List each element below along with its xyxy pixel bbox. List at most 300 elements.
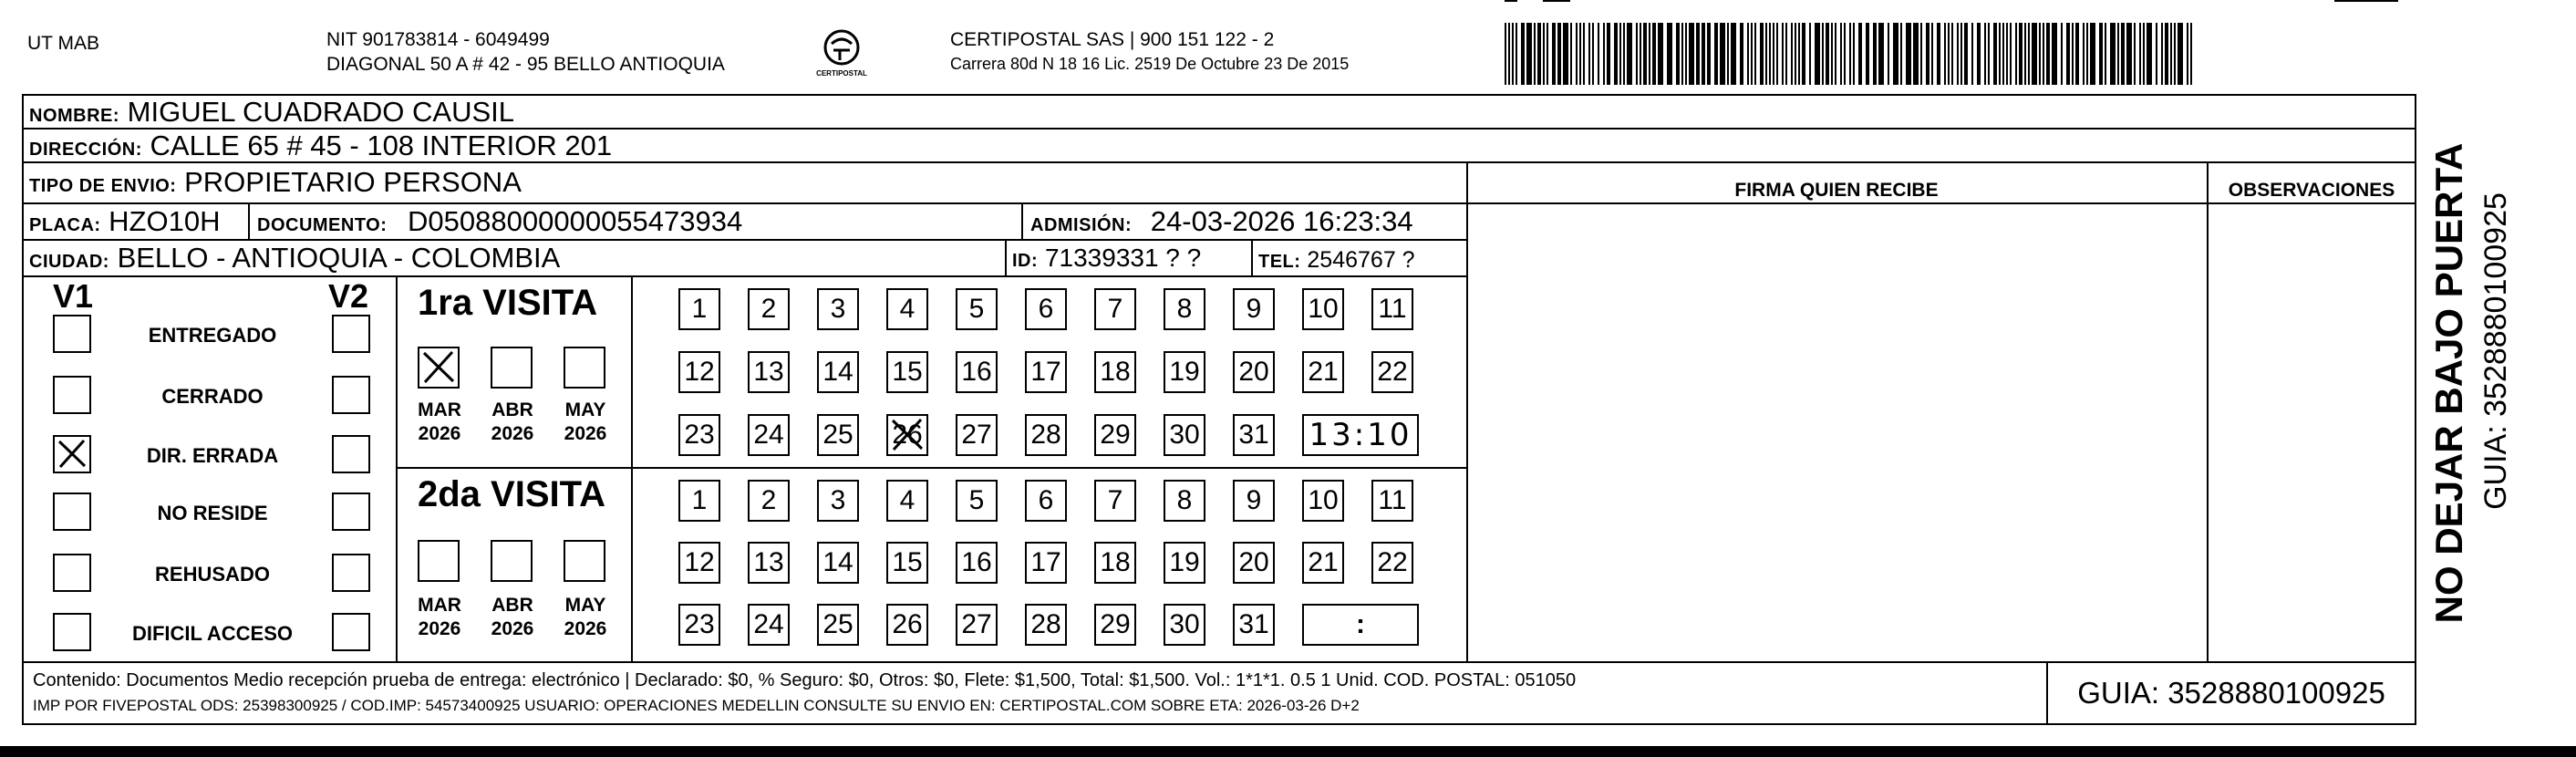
day-number: 10 [1308, 485, 1339, 515]
edge-mark [1505, 0, 1517, 2]
barcode-bar [2086, 23, 2088, 85]
barcode-bar [1754, 23, 1756, 85]
day-box[interactable] [886, 288, 928, 330]
day-number: 24 [753, 420, 784, 450]
barcode-bar [2028, 23, 2030, 85]
v1-checkbox[interactable] [53, 376, 91, 414]
day-box[interactable] [817, 604, 859, 646]
month-label: MAY [564, 399, 606, 420]
barcode-bar [2110, 23, 2116, 85]
day-number: 9 [1246, 294, 1262, 324]
barcode-bar [1727, 23, 1729, 85]
month-checkbox[interactable] [564, 347, 605, 389]
day-box[interactable] [748, 542, 790, 584]
company-name: UT MAB [27, 33, 99, 54]
day-number: 31 [1238, 609, 1269, 639]
day-box[interactable] [956, 604, 998, 646]
day-number: 20 [1238, 547, 1269, 577]
day-box[interactable] [1025, 604, 1067, 646]
carrier-name: CERTIPOSTAL SAS | 900 151 122 - 2 [950, 29, 1275, 50]
barcode-bar [1785, 23, 1787, 85]
barcode-bar [2052, 23, 2057, 85]
barcode-bar [1516, 23, 1517, 85]
certipostal-logo [810, 26, 874, 80]
barcode-bar [1740, 23, 1743, 85]
day-box[interactable] [748, 414, 790, 456]
barcode-bar [2174, 23, 2176, 85]
direccion-row [29, 130, 612, 165]
barcode-bar [1720, 23, 1725, 85]
reason-label: REHUSADO [155, 563, 270, 586]
barcode-bar [1849, 23, 1851, 85]
v1-checkbox[interactable] [53, 613, 91, 651]
day-box[interactable] [956, 351, 998, 393]
barcode-bar [1840, 23, 1842, 85]
barcode-bar [1576, 23, 1578, 85]
day-number: 18 [1100, 357, 1131, 387]
reason-label: NO RESIDE [157, 502, 268, 524]
side-guia: GUIA: 3528880100925 [2478, 192, 2513, 510]
day-box[interactable] [748, 288, 790, 330]
day-box[interactable] [1025, 480, 1067, 522]
second-visit-title: 2da VISITA [418, 474, 605, 514]
day-number: 5 [968, 294, 985, 324]
barcode-bar [2121, 23, 2125, 85]
day-box[interactable] [748, 480, 790, 522]
barcode-bar [2178, 23, 2183, 85]
barcode-bar [1702, 23, 1705, 85]
day-box[interactable] [1371, 542, 1413, 584]
barcode-bar [1696, 23, 1700, 85]
barcode-bar [1534, 23, 1536, 85]
day-box[interactable] [817, 414, 859, 456]
v2-checkbox[interactable] [332, 376, 370, 414]
day-box[interactable] [1164, 604, 1205, 646]
day-number: 28 [1030, 420, 1061, 450]
barcode-bar [1826, 23, 1829, 85]
day-box[interactable] [678, 351, 720, 393]
barcode-bar [1798, 23, 1800, 85]
barcode-bar [1853, 23, 1855, 85]
day-box[interactable] [678, 542, 720, 584]
barcode-bar [1636, 23, 1638, 85]
barcode-bar [2024, 23, 2026, 85]
logo-caption: CERTIPOSTAL [816, 69, 867, 78]
day-box[interactable] [886, 480, 928, 522]
barcode-bar [1937, 23, 1940, 85]
barcode-bar [2156, 23, 2157, 85]
admision-value: 24-03-2026 16:23:34 [1150, 205, 1413, 237]
reason-label: DIR. ERRADA [146, 444, 279, 467]
day-box[interactable] [1164, 414, 1205, 456]
barcode-bar [2015, 23, 2017, 85]
day-box[interactable] [678, 414, 720, 456]
day-box[interactable] [1371, 480, 1413, 522]
barcode-bar [1619, 23, 1621, 85]
day-number: 22 [1377, 357, 1408, 387]
admision-field [1030, 206, 1413, 241]
day-number: 22 [1377, 547, 1408, 577]
barcode-bar [1512, 23, 1514, 85]
time-value: 13:10 [1309, 417, 1412, 453]
day-number: 23 [684, 420, 715, 450]
barcode-bar [1570, 23, 1572, 85]
day-number: 29 [1100, 609, 1131, 639]
barcode-bar [1773, 23, 1774, 85]
barcode-bar [1537, 23, 1541, 85]
reason-label: DIFICIL ACCESO [131, 622, 293, 645]
month-label: ABR [491, 595, 533, 616]
barcode-bar [2190, 23, 2192, 85]
barcode-bar [1900, 23, 1902, 85]
edge-mark [2334, 0, 2398, 2]
day-number: 8 [1176, 485, 1193, 515]
day-number: 4 [899, 485, 916, 515]
day-box[interactable] [886, 604, 928, 646]
barcode-bar [1822, 23, 1824, 85]
day-number: 13 [753, 547, 784, 577]
barcode-bar [2187, 23, 2188, 85]
barcode-bar [2147, 23, 2152, 85]
month-checkbox[interactable] [418, 540, 460, 582]
time-box[interactable] [1302, 604, 1419, 646]
barcode-bar [1873, 23, 1877, 85]
barcode-bar [2006, 23, 2008, 85]
day-number: 27 [961, 420, 992, 450]
divider [631, 275, 633, 661]
day-box[interactable] [1233, 414, 1275, 456]
day-number: 7 [1107, 294, 1123, 324]
day-box[interactable] [1025, 414, 1067, 456]
barcode-bar [1791, 23, 1793, 85]
day-box[interactable] [1371, 288, 1413, 330]
barcode-bar [2019, 23, 2023, 85]
barcode-bar [1681, 23, 1683, 85]
edge-mark [1543, 0, 1570, 2]
day-number: 17 [1030, 547, 1061, 577]
day-box[interactable] [678, 604, 720, 646]
day-number: 2 [760, 485, 777, 515]
firma-header [1466, 161, 2207, 202]
v1-checkbox[interactable] [53, 315, 91, 353]
day-number: 6 [1038, 294, 1054, 324]
day-box[interactable] [817, 288, 859, 330]
first-visit-title: 1ra VISITA [418, 283, 598, 323]
day-number: 23 [684, 609, 715, 639]
barcode-bar [1769, 23, 1771, 85]
barcode-bar [1951, 23, 1953, 85]
month-year: 2026 [564, 423, 607, 444]
barcode-bar [1944, 23, 1946, 85]
day-box[interactable] [886, 351, 928, 393]
barcode-bar [1984, 23, 1986, 85]
day-box[interactable] [1164, 351, 1205, 393]
day-number: 31 [1238, 420, 1269, 450]
barcode-bar [1893, 23, 1898, 85]
barcode-bar [1652, 23, 1656, 85]
month-label: MAY [564, 595, 606, 616]
day-box[interactable] [1371, 351, 1413, 393]
day-box[interactable] [1164, 480, 1205, 522]
barcode-bar [1557, 23, 1561, 85]
day-number: 3 [830, 485, 846, 515]
barcode-bar [1888, 23, 1889, 85]
day-box[interactable] [678, 288, 720, 330]
month-checkbox[interactable] [491, 347, 533, 389]
barcode-bar [1588, 23, 1590, 85]
v2-checkbox[interactable] [332, 435, 370, 473]
day-box[interactable] [817, 480, 859, 522]
day-box[interactable] [1094, 604, 1136, 646]
barcode-bar [1964, 23, 1968, 85]
day-box[interactable] [748, 351, 790, 393]
barcode-bar [1988, 23, 1990, 85]
divider [1466, 161, 1468, 661]
barcode-bar [2099, 23, 2103, 85]
observaciones-label: OBSERVACIONES [2228, 180, 2395, 201]
day-box[interactable] [1094, 351, 1136, 393]
day-number: 6 [1038, 485, 1054, 515]
day-number: 3 [830, 294, 846, 324]
divider [1251, 239, 1253, 275]
barcode-bar [1926, 23, 1929, 85]
barcode-bar [2126, 23, 2132, 85]
v2-checkbox[interactable] [332, 554, 370, 592]
time-box[interactable] [1302, 414, 1419, 456]
barcode-bar [1835, 23, 1836, 85]
divider [248, 202, 250, 239]
company-nit: NIT 901783814 - 6049499 [326, 29, 550, 50]
day-number: 16 [961, 547, 992, 577]
handwritten-x-mark [888, 416, 926, 454]
barcode-bar [1614, 23, 1618, 85]
v2-header: V2 [328, 277, 369, 315]
firma-label: FIRMA QUIEN RECIBE [1734, 180, 1939, 201]
day-number: 30 [1169, 420, 1200, 450]
divider [1005, 239, 1007, 275]
day-number: 12 [684, 547, 715, 577]
barcode-bar [1505, 23, 1506, 85]
v2-checkbox[interactable] [332, 315, 370, 353]
barcode-bar [1689, 23, 1694, 85]
day-box[interactable] [1164, 288, 1205, 330]
direccion-label: DIRECCIÓN: [29, 140, 142, 160]
day-number: 11 [1378, 485, 1407, 515]
barcode-bar [1977, 23, 1981, 85]
observaciones-header [2207, 161, 2416, 202]
day-box[interactable] [1094, 542, 1136, 584]
day-number: 14 [822, 547, 853, 577]
v1-checkbox[interactable] [53, 554, 91, 592]
day-number: 13 [753, 357, 784, 387]
day-number: 15 [892, 547, 923, 577]
divider [2207, 161, 2209, 661]
day-box[interactable] [956, 542, 998, 584]
day-number: 14 [822, 357, 853, 387]
day-number: 20 [1238, 357, 1269, 387]
time-value: : [1356, 609, 1365, 639]
barcode-bar [2117, 23, 2119, 85]
day-box[interactable] [817, 542, 859, 584]
barcode-bar [1760, 23, 1764, 85]
v2-checkbox[interactable] [332, 493, 370, 531]
day-box[interactable] [1302, 480, 1344, 522]
ciudad-field [29, 243, 560, 277]
day-box[interactable] [1233, 480, 1275, 522]
barcode-bar [2066, 23, 2070, 85]
barcode-bar [1607, 23, 1610, 85]
ciudad-label: CIUDAD: [29, 252, 109, 272]
handwritten-x-mark [55, 437, 89, 472]
day-box[interactable] [956, 414, 998, 456]
barcode-bar [1707, 23, 1711, 85]
day-number: 10 [1308, 294, 1339, 324]
barcode-bar [1913, 23, 1919, 85]
month-checkbox[interactable] [418, 347, 460, 389]
barcode-bar [2072, 23, 2074, 85]
day-box[interactable] [1094, 288, 1136, 330]
barcode-bar [2061, 23, 2063, 85]
nombre-label: NOMBRE: [29, 106, 120, 126]
day-number: 21 [1308, 357, 1339, 387]
month-label: ABR [491, 399, 533, 420]
barcode-bar [1563, 23, 1568, 85]
day-number: 16 [961, 357, 992, 387]
month-year: 2026 [491, 618, 534, 639]
barcode-bar [2039, 23, 2041, 85]
id-label: ID: [1012, 251, 1039, 271]
day-number: 4 [899, 294, 916, 324]
day-box[interactable] [1164, 542, 1205, 584]
barcode-bar [2010, 23, 2012, 85]
barcode-bar [1658, 23, 1663, 85]
day-box[interactable] [748, 604, 790, 646]
day-number: 25 [822, 609, 853, 639]
day-number: 15 [892, 357, 923, 387]
day-number: 8 [1176, 294, 1193, 324]
day-number: 17 [1030, 357, 1061, 387]
placa-label: PLACA: [29, 215, 101, 235]
reason-label: ENTREGADO [148, 324, 277, 347]
day-box[interactable] [1025, 288, 1067, 330]
barcode-bar [1957, 23, 1959, 85]
barcode [1505, 23, 2198, 85]
v1-checkbox[interactable] [53, 435, 91, 473]
barcode-bar [1543, 23, 1545, 85]
documento-value: D05088000000055473934 [408, 205, 743, 237]
barcode-bar [1623, 23, 1625, 85]
tipo-value: PROPIETARIO PERSONA [184, 166, 522, 198]
day-box[interactable] [886, 414, 928, 456]
barcode-bar [2083, 23, 2085, 85]
tel-field [1258, 244, 1415, 277]
divider [396, 275, 398, 661]
month-year: 2026 [491, 423, 534, 444]
barcode-bar [1627, 23, 1632, 85]
barcode-bar [1731, 23, 1736, 85]
barcode-bar [1598, 23, 1599, 85]
barcode-bar [1552, 23, 1556, 85]
month-label: MAR [418, 399, 461, 420]
barcode-bar [2032, 23, 2037, 85]
divider [396, 467, 1468, 469]
day-box[interactable] [1302, 351, 1344, 393]
nombre-value: MIGUEL CUADRADO CAUSIL [127, 96, 514, 128]
direccion-value: CALLE 65 # 45 - 108 INTERIOR 201 [150, 130, 613, 161]
day-box[interactable] [1233, 542, 1275, 584]
day-box[interactable] [1094, 480, 1136, 522]
day-box[interactable] [1302, 542, 1344, 584]
barcode-bar [1685, 23, 1687, 85]
v1-header: V1 [53, 277, 94, 315]
barcode-bar [2170, 23, 2172, 85]
barcode-bar [1920, 23, 1922, 85]
day-box[interactable] [817, 351, 859, 393]
placa-field [29, 206, 220, 241]
day-number: 26 [892, 609, 923, 639]
day-box[interactable] [678, 480, 720, 522]
divider [1021, 202, 1023, 239]
barcode-bar [1878, 23, 1884, 85]
barcode-bar [1844, 23, 1846, 85]
day-number: 9 [1246, 485, 1262, 515]
day-box[interactable] [956, 480, 998, 522]
footer-guia: GUIA: 3528880100925 [2077, 676, 2385, 710]
id-field [1012, 243, 1201, 276]
barcode-bar [1782, 23, 1784, 85]
side-guia-box [2478, 137, 2519, 565]
side-warning-box [2427, 128, 2478, 638]
ciudad-value: BELLO - ANTIOQUIA - COLOMBIA [117, 242, 561, 274]
day-number: 7 [1107, 485, 1123, 515]
barcode-bar [2075, 23, 2079, 85]
day-number: 18 [1100, 547, 1131, 577]
tipo-label: TIPO DE ENVIO: [29, 176, 177, 196]
day-box[interactable] [1233, 351, 1275, 393]
barcode-bar [2165, 23, 2168, 85]
barcode-bar [2134, 23, 2136, 85]
day-box[interactable] [1302, 288, 1344, 330]
day-box[interactable] [1025, 542, 1067, 584]
month-label: MAR [418, 595, 461, 616]
carrier-license: Carrera 80d N 18 16 Lic. 2519 De Octubre 23 De 2015 [950, 55, 1350, 73]
day-number: 26 [892, 420, 923, 450]
day-number: 27 [961, 609, 992, 639]
day-box[interactable] [1233, 604, 1275, 646]
day-box[interactable] [1025, 351, 1067, 393]
barcode-bar [1676, 23, 1680, 85]
v2-checkbox[interactable] [332, 613, 370, 651]
day-box[interactable] [956, 288, 998, 330]
barcode-bar [1640, 23, 1641, 85]
day-box[interactable] [1094, 414, 1136, 456]
day-number: 29 [1100, 420, 1131, 450]
barcode-bar [2161, 23, 2163, 85]
barcode-bar [1795, 23, 1796, 85]
barcode-bar [1714, 23, 1718, 85]
month-checkbox[interactable] [491, 540, 533, 582]
barcode-bar [2105, 23, 2106, 85]
day-box[interactable] [886, 542, 928, 584]
barcode-bar [1765, 23, 1767, 85]
v1-checkbox[interactable] [53, 493, 91, 531]
barcode-bar [1751, 23, 1753, 85]
tel-label: TEL: [1258, 252, 1301, 272]
month-checkbox[interactable] [564, 540, 605, 582]
barcode-bar [1971, 23, 1973, 85]
day-number: 11 [1378, 294, 1407, 324]
day-box[interactable] [1233, 288, 1275, 330]
